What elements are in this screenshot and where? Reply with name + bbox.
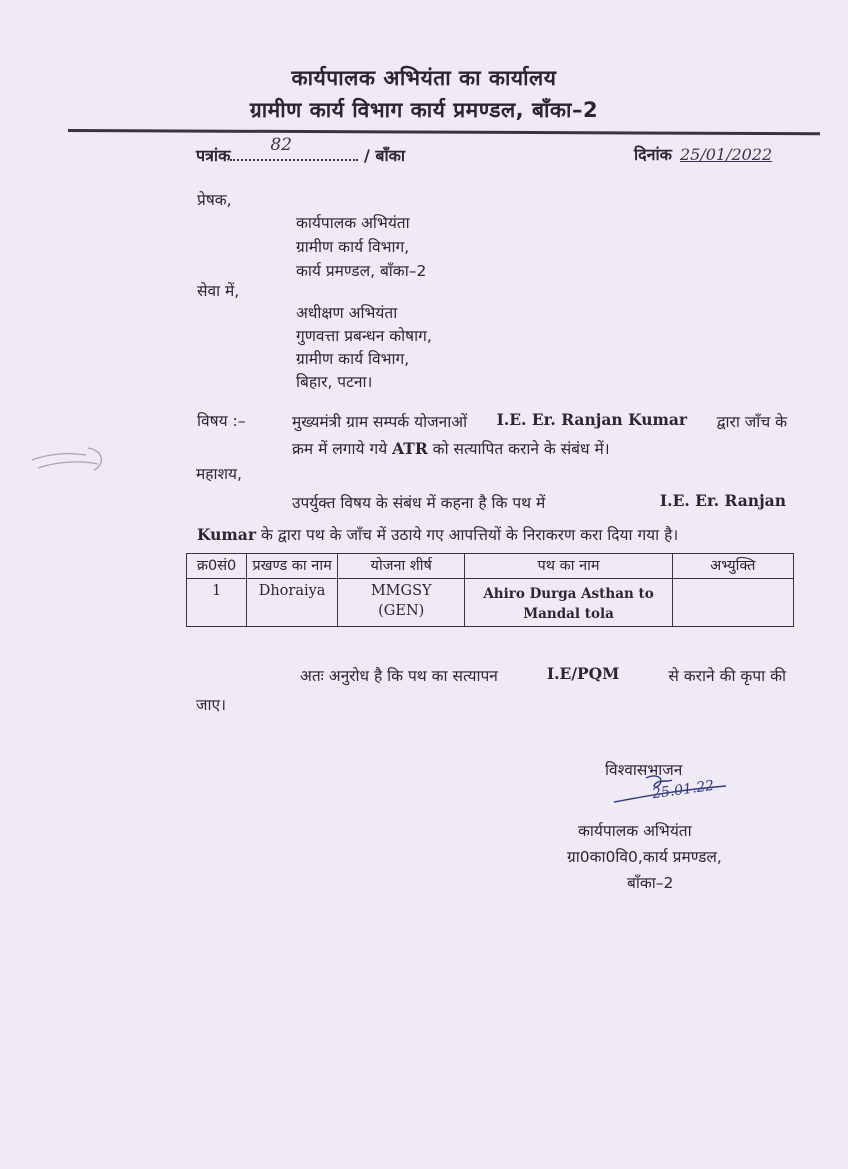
office-title: कार्यपालक अभियंता का कार्यालय <box>291 66 557 90</box>
table-header-row <box>187 554 794 579</box>
cell-road-line-2: Mandal tola <box>523 606 614 622</box>
salutation: महाशय, <box>196 465 242 483</box>
recipient-line-2: गुणवत्ता प्रबन्धन कोषाग, <box>296 327 432 345</box>
closing: विश्वासभाजन <box>605 761 683 779</box>
body-para-1-line-1 <box>292 491 786 513</box>
cell-sno: 1 <box>187 579 247 627</box>
subject-line-2 <box>292 437 610 459</box>
designation-line-3: बाँका–2 <box>627 874 674 892</box>
cell-scheme-line-1: MMGSY <box>370 583 432 599</box>
recipient-label: सेवा में, <box>197 282 240 300</box>
cell-road-line-1: Ahiro Durga Asthan to <box>483 586 654 602</box>
office-subtitle: ग्रामीण कार्य विभाग कार्य प्रमण्डल, बाँका–2 <box>249 98 599 122</box>
subject-atr: ATR <box>392 439 428 458</box>
table-row <box>187 579 794 627</box>
body-p2-b: से कराने की कृपा की <box>668 667 786 685</box>
designation-line-1: कार्यपालक अभियंता <box>578 822 692 840</box>
body-p1-a: उपर्युक्त विषय के संबंध में कहना है कि पथ में <box>292 494 546 512</box>
sender-label: प्रेषक, <box>197 191 232 209</box>
header-divider <box>68 129 820 135</box>
reference-number: 82 <box>270 135 292 155</box>
reference-number-field <box>230 135 358 161</box>
cell-road-name <box>465 579 672 627</box>
subject-label: विषय :– <box>197 412 246 430</box>
reference-line <box>196 135 406 166</box>
header-scheme: योजना शीर्ष <box>337 554 465 579</box>
date-label: दिनांक <box>634 145 672 164</box>
road-table <box>186 553 794 627</box>
body-p1-name-2: Kumar <box>197 525 257 544</box>
sender-line-3: कार्य प्रमण्डल, बाँका–2 <box>296 262 427 280</box>
subject-part-1: मुख्यमंत्री ग्राम सम्पर्क योजनाओं <box>292 413 468 431</box>
header-block: प्रखण्ड का नाम <box>247 554 338 579</box>
subject-line-2b: को सत्यापित कराने के संबंध में। <box>432 440 610 458</box>
header-remarks: अभ्युक्ति <box>672 554 793 579</box>
body-para-1-line-2 <box>197 523 787 545</box>
recipient-line-4: बिहार, पटना। <box>296 373 373 391</box>
header-road-name: पथ का नाम <box>465 554 672 579</box>
body-p2-a: अतः अनुरोध है कि पथ का सत्यापन <box>300 667 498 685</box>
body-para-2-line-2: जाए। <box>196 696 226 714</box>
body-para-2-line-1 <box>300 664 786 686</box>
recipient-line-1: अधीक्षण अभियंता <box>296 304 398 322</box>
signature-date: 25.01.22 <box>651 777 716 803</box>
date-line <box>634 143 772 165</box>
designation-line-2: ग्रा0का0वि0,कार्य प्रमण्डल, <box>567 848 722 866</box>
reference-suffix: / बाँका <box>363 146 406 165</box>
sender-line-2: ग्रामीण कार्य विभाग, <box>296 238 410 256</box>
cell-block: Dhoraiya <box>247 579 338 627</box>
recipient-line-3: ग्रामीण कार्य विभाग, <box>296 350 410 368</box>
date-value: 25/01/2022 <box>679 145 773 164</box>
header-sno: क्र0सं0 <box>187 554 247 579</box>
subject-part-2: द्वारा जाँच के <box>716 413 787 431</box>
reference-label: पत्रांक <box>196 146 231 165</box>
subject-line-2a: क्रम में लगाये गये <box>292 440 388 458</box>
cell-remark <box>672 579 793 627</box>
margin-scribble <box>28 440 108 480</box>
body-p2-code: I.E/PQM <box>546 664 620 683</box>
cell-scheme <box>337 579 465 627</box>
sender-line-1: कार्यपालक अभियंता <box>296 214 410 232</box>
cell-scheme-line-2: (GEN) <box>378 603 425 619</box>
subject-line-1 <box>292 410 787 432</box>
body-p1-b: के द्वारा पथ के जाँच में उठाये गए आपत्तियों के निराकरण करा दिया गया है। <box>260 526 679 544</box>
subject-inspector-name: I.E. Er. Ranjan Kumar <box>496 410 688 429</box>
body-p1-name-1: I.E. Er. Ranjan <box>659 491 786 510</box>
